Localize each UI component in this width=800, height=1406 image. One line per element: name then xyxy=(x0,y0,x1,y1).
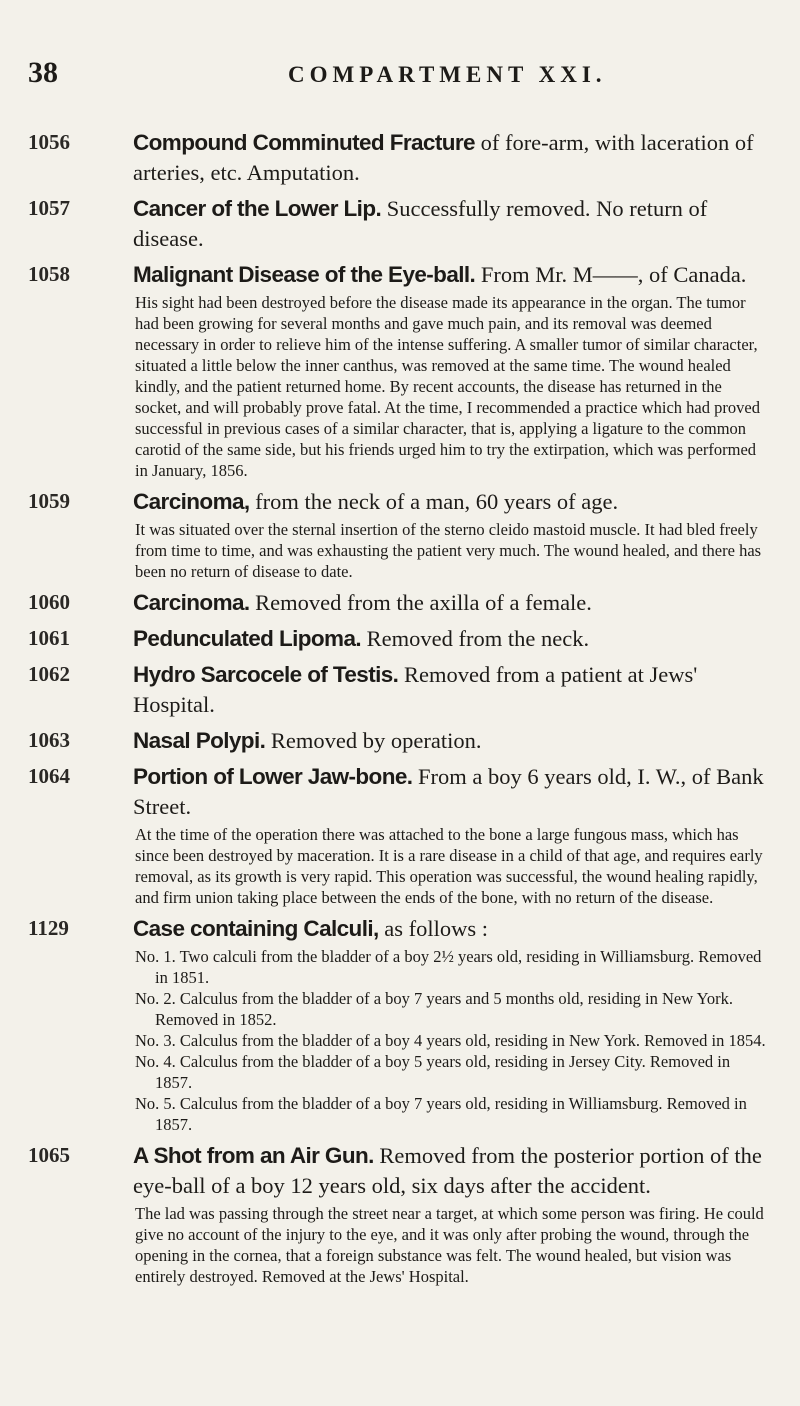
entry-number: 1062 xyxy=(28,662,70,686)
entry-text: Removed from a patient at Jews' Hospital. xyxy=(133,662,698,717)
catalog-entry xyxy=(28,487,768,582)
page-header xyxy=(28,56,760,96)
catalog-entry xyxy=(28,726,768,756)
entry-title: Case containing Calculi, xyxy=(133,916,379,941)
entry-title: A Shot from an Air Gun. xyxy=(133,1143,374,1168)
entry-number: 1061 xyxy=(28,626,70,650)
entry-number: 1063 xyxy=(28,728,70,752)
entry-title: Pedunculated Lipoma. xyxy=(133,626,362,651)
entry-description: It was situated over the sternal insertion of the sterno cleido mastoid muscle. It had bled freely from time to time, and was exhausting the patient very much. The wound healed, and there has been no return of disease to date. xyxy=(135,520,762,581)
list-item: No. 2. Calculus from the bladder of a boy 7 years and 5 months old, residing in New York. Removed in 1852. xyxy=(135,989,734,1029)
list-item: No. 4. Calculus from the bladder of a boy 5 years old, residing in Jersey City. Removed in 1857. xyxy=(135,1052,731,1092)
entry-number: 1059 xyxy=(28,489,70,513)
entry-text: from the neck of a man, 60 years of age. xyxy=(249,489,619,514)
entry-number: 1065 xyxy=(28,1143,70,1167)
catalog-entry xyxy=(28,588,768,618)
entry-number: 1064 xyxy=(28,764,70,788)
list-item: No. 5. Calculus from the bladder of a boy 7 years old, residing in Williamsburg. Removed in 1857. xyxy=(135,1094,747,1134)
entry-text: From a boy 6 years old, I. W., of Bank Street. xyxy=(133,764,764,819)
entry-title: Portion of Lower Jaw-bone. xyxy=(133,764,413,789)
entry-text: Successfully removed. No return of disease. xyxy=(133,196,708,251)
entry-text: Removed from the neck. xyxy=(361,626,590,651)
entry-title: Carcinoma. xyxy=(133,590,250,615)
entry-number: 1057 xyxy=(28,196,70,220)
entry-text: as follows : xyxy=(378,916,489,941)
entry-number: 1060 xyxy=(28,590,70,614)
entry-number: 1129 xyxy=(28,916,69,940)
list-item: No. 3. Calculus from the bladder of a boy 4 years old, residing in New York. Removed in 1854. xyxy=(135,1031,766,1050)
catalog-entries xyxy=(28,128,768,1293)
page-number: 38 xyxy=(28,56,58,89)
entry-number: 1056 xyxy=(28,130,70,154)
entry-title: Hydro Sarcocele of Testis. xyxy=(133,662,399,687)
entry-text: From Mr. M——, of Canada. xyxy=(475,262,747,287)
catalog-entry xyxy=(28,1141,768,1287)
catalog-entry xyxy=(28,260,768,481)
entry-title: Compound Comminuted Fracture xyxy=(133,130,475,155)
entry-description: His sight had been destroyed before the disease made its appearance in the organ. The tumor had been growing for several months and gave much pain, and its removal was deemed necessary in order to relieve him of the intense suffering. A smaller tumor of similar character, situated a little below the inner canthus, was removed at the same time. The wound healed kindly, and the patient returned home. By recent accounts, the disease has returned in the socket, and will probably prove fatal. At the time, I recommended a practice which had proved successful in previous cases of a similar character, that is, applying a ligature to the common carotid of the same side, but his friends urged him to try the extirpation, which was performed in January, 1856. xyxy=(135,293,760,480)
entry-description: The lad was passing through the street near a target, at which some person was firing. He could give no account of the injury to the eye, and it was only after probing the wound, through the opening in the cornea, that a foreign substance was felt. The wound healed, but vision was entirely destroyed. Removed at the Jews' Hospital. xyxy=(135,1204,764,1286)
calculi-list xyxy=(133,946,768,1135)
entry-text: Removed from the posterior portion of the eye-ball of a boy 12 years old, six days after the accident. xyxy=(133,1143,762,1198)
entry-title: Cancer of the Lower Lip. xyxy=(133,196,382,221)
entry-title: Carcinoma, xyxy=(133,489,250,514)
entry-text: Removed from the axilla of a female. xyxy=(249,590,592,615)
entry-number: 1058 xyxy=(28,262,70,286)
entry-text: Removed by operation. xyxy=(265,728,482,753)
catalog-entry xyxy=(28,624,768,654)
list-item: No. 1. Two calculi from the bladder of a boy 2½ years old, residing in Williamsburg. Removed in 1851. xyxy=(135,947,762,987)
entry-description: At the time of the operation there was attached to the bone a large fungous mass, which has since been destroyed by maceration. It is a rare disease in a child of that age, and requires early removal, as its growth is very rapid. This operation was successful, the wound healing rapidly, and firm union taking place between the ends of the bone, with no return of the disease. xyxy=(135,825,763,907)
catalog-entry xyxy=(28,128,768,188)
catalog-entry xyxy=(28,660,768,720)
entry-title: Malignant Disease of the Eye-ball. xyxy=(133,262,476,287)
running-head: COMPARTMENT XXI. xyxy=(288,62,607,87)
entry-text: of fore-arm, with laceration of arteries, etc. Amputation. xyxy=(133,130,754,185)
entry-title: Nasal Polypi. xyxy=(133,728,266,753)
catalog-entry xyxy=(28,914,768,1135)
catalog-entry xyxy=(28,194,768,254)
catalog-entry xyxy=(28,762,768,908)
